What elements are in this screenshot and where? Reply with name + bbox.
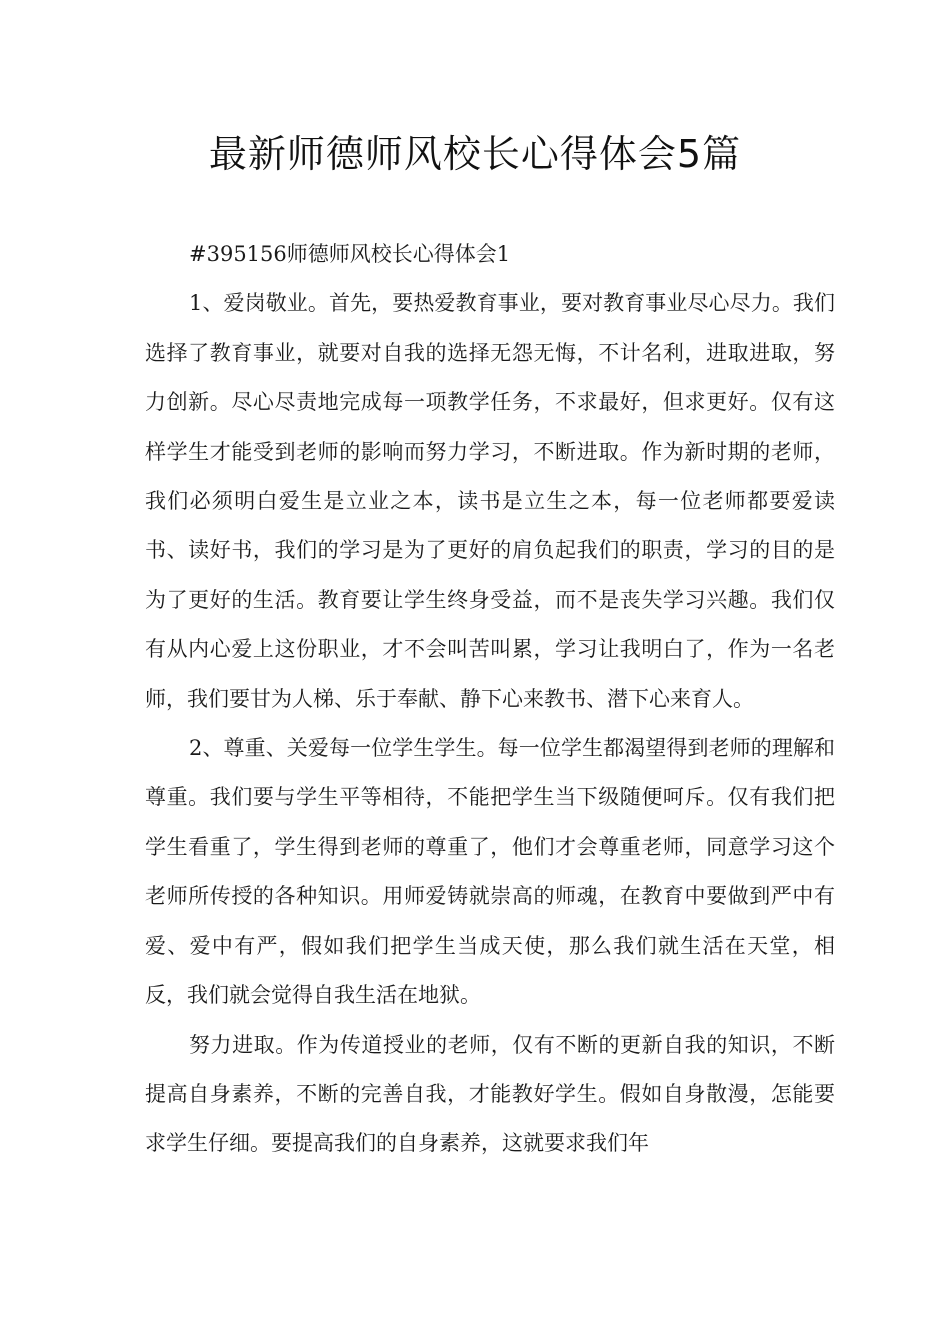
paragraph: 努力进取。作为传道授业的老师，仅有不断的更新自我的知识，不断提高自身素养，不断的完善自我，才能教好学生。假如自身散漫，怎能要求学生仔细。要提高我们的自身素养，这就要求我们年 — [145, 1032, 835, 1156]
paragraph: 2、尊重、关爱每一位学生学生。每一位学生都渴望得到老师的理解和尊重。我们要与学生平等相待，不能把学生当下级随便呵斥。仅有我们把学生看重了，学生得到老师的尊重了，他们才会尊重老师，同意学习这个老师所传授的各种知识。用师爱铸就崇高的师魂，在教育中要做到严中有爱、爱中有严，假如我们把学生当成天使，那么我们就生活在天堂，相反，我们就会觉得自我生活在地狱。 — [145, 736, 835, 1008]
paragraph: 1、爱岗敬业。首先，要热爱教育事业，要对教育事业尽心尽力。我们选择了教育事业，就要对自我的选择无怨无悔，不计名利，进取进取，努力创新。尽心尽责地完成每一项教学任务，不求最好，但求更好。仅有这样学生才能受到老师的影响而努力学习，不断进取。作为新时期的老师，我们必须明白爱生是立业之本，读书是立生之本，每一位老师都要爱读书、读好书，我们的学习是为了更好的肩负起我们的职责，学习的目的是为了更好的生活。教育要让学生终身受益，而不是丧失学习兴趣。我们仅有从内心爱上这份职业，才不会叫苦叫累，学习让我明白了，作为一名老师，我们要甘为人梯、乐于奉献、静下心来教书、潜下心来育人。 — [145, 291, 835, 711]
document-body — [145, 230, 835, 1169]
document-title: 最新师德师风校长心得体会5篇 — [208, 132, 742, 176]
section-heading: #395156师德师风校长心得体会1 — [189, 242, 511, 266]
